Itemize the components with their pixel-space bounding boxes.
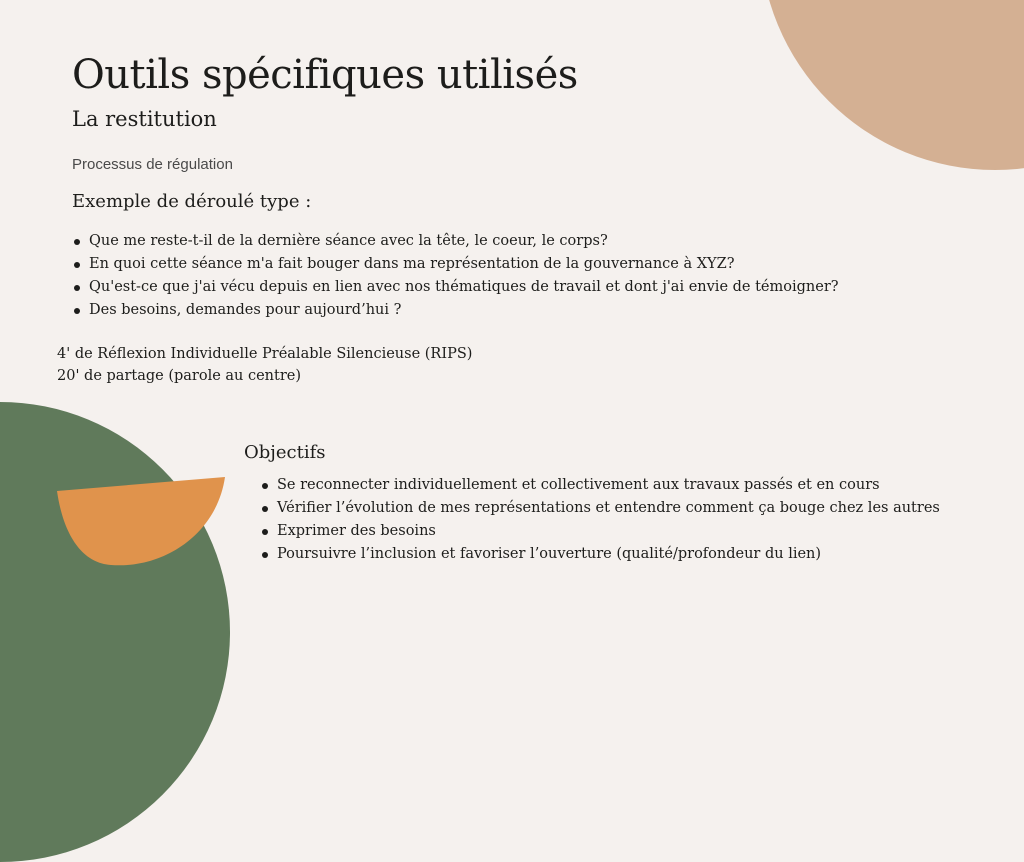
slide-subtitle: La restitution bbox=[72, 107, 217, 131]
list-item: Poursuivre l’inclusion et favoriser l’ouverture (qualité/profondeur du lien) bbox=[260, 543, 940, 566]
list-item: Qu'est-ce que j'ai vécu depuis en lien avec nos thématiques de travail et dont j'ai envie de témoigner? bbox=[72, 276, 839, 299]
slide-title: Outils spécifiques utilisés bbox=[72, 52, 578, 98]
timing-reflection: 4' de Réflexion Individuelle Préalable Silencieuse (RIPS) bbox=[57, 346, 473, 362]
timing-sharing: 20' de partage (parole au centre) bbox=[57, 368, 302, 384]
example-heading: Exemple de déroulé type : bbox=[72, 191, 312, 212]
section-label: Processus de régulation bbox=[72, 156, 233, 173]
list-item: Se reconnecter individuellement et collectivement aux travaux passés et en cours bbox=[260, 474, 940, 497]
list-item: Que me reste-t-il de la dernière séance avec la tête, le coeur, le corps? bbox=[72, 230, 839, 253]
decorative-green-circle bbox=[0, 402, 230, 862]
decorative-tan-circle bbox=[760, 0, 1024, 170]
list-item: En quoi cette séance m'a fait bouger dans ma représentation de la gouvernance à XYZ? bbox=[72, 253, 839, 276]
timing-block bbox=[57, 343, 472, 387]
objectives-heading: Objectifs bbox=[244, 442, 326, 463]
list-item: Vérifier l’évolution de mes représentations et entendre comment ça bouge chez les autres bbox=[260, 497, 940, 520]
list-item: Des besoins, demandes pour aujourd’hui ? bbox=[72, 299, 839, 322]
list-item: Exprimer des besoins bbox=[260, 520, 940, 543]
objectives-list bbox=[260, 474, 940, 566]
decorative-orange-half-disc bbox=[57, 477, 225, 569]
example-list bbox=[72, 230, 839, 322]
